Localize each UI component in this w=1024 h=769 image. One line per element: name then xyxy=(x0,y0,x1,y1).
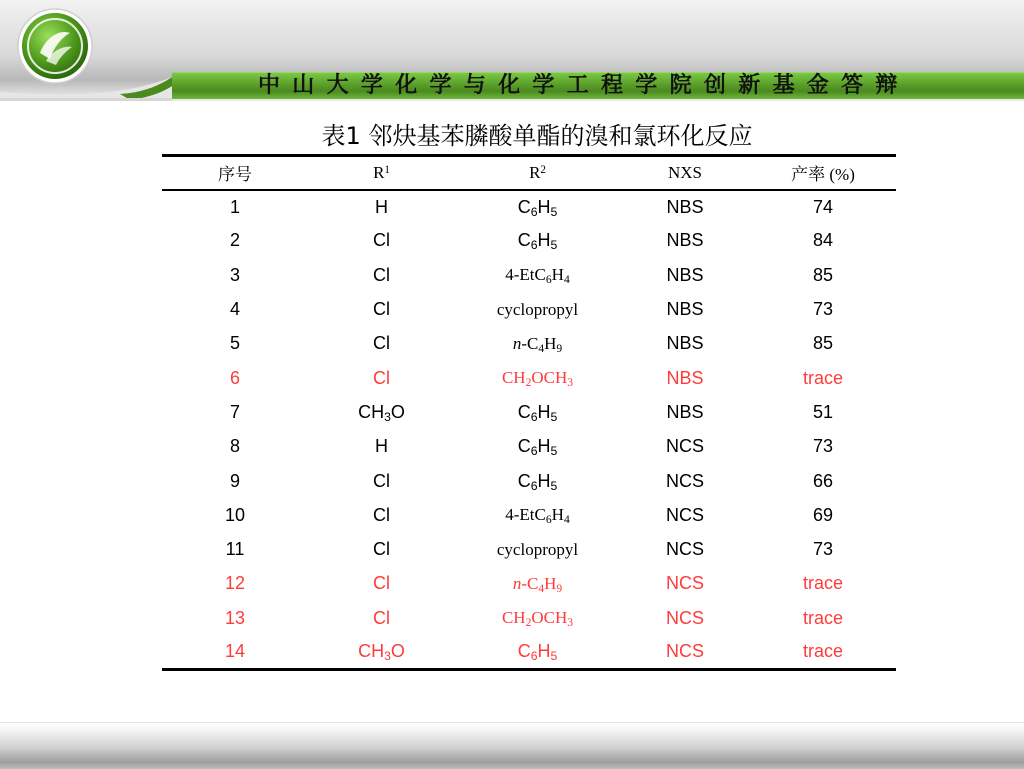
cell-yield: 74 xyxy=(812,196,834,217)
cell-yield: 73 xyxy=(812,299,834,320)
cell-r2: $CH_2OCH_3$ xyxy=(501,608,574,630)
cell-r2: $C_6H_5$ xyxy=(517,470,558,493)
cell-no: 8 xyxy=(229,436,240,457)
header-banner-text: 中山大学化学与化学工程学院创新基金答辩 xyxy=(258,72,910,98)
header-yield: 产率 (%) xyxy=(791,165,855,185)
header-r2-superscript: 2 xyxy=(540,163,546,176)
table-row xyxy=(162,395,896,429)
cell-r1: Cl xyxy=(373,367,390,388)
table-row xyxy=(162,635,896,669)
cell-r1: $CH_3O$ xyxy=(358,641,405,664)
cell-yield: 73 xyxy=(812,436,834,457)
table-row xyxy=(162,498,896,532)
results-table xyxy=(162,154,896,671)
cell-r1: Cl xyxy=(373,333,390,354)
cell-yield: 85 xyxy=(812,333,834,354)
cell-r1: Cl xyxy=(373,539,390,560)
table-row xyxy=(162,224,896,258)
header-r2 xyxy=(455,156,620,190)
cell-nxs: NBS xyxy=(666,299,704,320)
cell-r1: Cl xyxy=(373,264,390,285)
cell-no: 9 xyxy=(229,470,240,491)
table-row xyxy=(162,292,896,326)
table-row xyxy=(162,601,896,635)
header-r2-label: R xyxy=(529,162,541,182)
cell-r2: $C_6H_5$ xyxy=(517,436,558,459)
cell-nxs: NCS xyxy=(665,641,704,662)
cell-nxs: NBS xyxy=(666,196,704,217)
cell-yield: 73 xyxy=(812,539,834,560)
cell-no: 7 xyxy=(229,401,240,422)
table-header-row xyxy=(162,156,896,190)
table-row xyxy=(162,361,896,395)
table-body xyxy=(162,190,896,670)
cell-r1: Cl xyxy=(373,504,390,525)
cell-yield: 84 xyxy=(812,230,834,251)
cell-r1: $CH_3O$ xyxy=(358,401,405,424)
table-row xyxy=(162,464,896,498)
cell-no: 2 xyxy=(229,230,240,251)
table-title: 表1 邻炔基苯膦酸单酯的溴和氯环化反应 xyxy=(321,122,753,150)
cell-r2: cyclopropyl xyxy=(496,539,579,559)
footer-bar xyxy=(0,722,1024,769)
table-row xyxy=(162,258,896,292)
header-entry-number: 序号 xyxy=(218,165,252,185)
cell-nxs: NCS xyxy=(665,436,704,457)
cell-no: 5 xyxy=(229,333,240,354)
cell-no: 11 xyxy=(225,539,245,560)
cell-no: 10 xyxy=(224,504,246,525)
header-r1-label: R xyxy=(373,162,385,182)
cell-nxs: NBS xyxy=(666,264,704,285)
cell-no: 4 xyxy=(229,299,240,320)
cell-yield: 51 xyxy=(812,401,834,422)
cell-r2: $C_6H_5$ xyxy=(517,641,558,664)
cell-no: 1 xyxy=(229,196,240,217)
cell-r1: Cl xyxy=(373,573,390,594)
cell-nxs: NCS xyxy=(665,573,704,594)
table-row xyxy=(162,567,896,601)
cell-nxs: NBS xyxy=(666,401,704,422)
cell-r2: cyclopropyl xyxy=(496,299,579,319)
cell-yield: trace xyxy=(802,641,844,662)
sysu-logo-icon xyxy=(16,7,94,85)
cell-r1: Cl xyxy=(373,299,390,320)
cell-r2: $n-C_4H_9$ xyxy=(512,573,563,595)
cell-r1: H xyxy=(375,436,388,457)
cell-r2: $C_6H_5$ xyxy=(517,401,558,424)
cell-r1: Cl xyxy=(373,470,390,491)
cell-r2: $n-C_4H_9$ xyxy=(512,333,563,355)
cell-yield: trace xyxy=(802,367,844,388)
cell-r2: $C_6H_5$ xyxy=(517,230,558,253)
header-r1 xyxy=(308,156,455,190)
cell-nxs: NBS xyxy=(666,333,704,354)
cell-nxs: NCS xyxy=(665,539,704,560)
cell-nxs: NCS xyxy=(665,504,704,525)
cell-r2: $4-EtC_6H_4$ xyxy=(505,265,570,287)
cell-yield: 69 xyxy=(812,504,834,525)
table-row xyxy=(162,190,896,224)
cell-yield: trace xyxy=(802,607,844,628)
cell-r1: Cl xyxy=(373,607,390,628)
cell-yield: trace xyxy=(802,573,844,594)
table-row xyxy=(162,532,896,566)
cell-r2: $4-EtC_6H_4$ xyxy=(505,505,570,527)
cell-nxs: NCS xyxy=(665,607,704,628)
table-row xyxy=(162,327,896,361)
cell-yield: 66 xyxy=(812,470,834,491)
table-row xyxy=(162,430,896,464)
cell-r1: Cl xyxy=(373,230,390,251)
cell-yield: 85 xyxy=(812,264,834,285)
cell-r2: $C_6H_5$ xyxy=(517,196,558,219)
cell-no: 3 xyxy=(229,264,240,285)
cell-no: 14 xyxy=(224,641,246,662)
header-r1-superscript: 1 xyxy=(384,163,390,176)
cell-no: 6 xyxy=(229,367,240,388)
cell-no: 12 xyxy=(224,573,246,594)
cell-r1: H xyxy=(375,196,388,217)
cell-r2: $CH_2OCH_3$ xyxy=(501,368,574,389)
cell-nxs: NBS xyxy=(666,230,704,251)
cell-nxs: NBS xyxy=(666,367,704,388)
cell-no: 13 xyxy=(224,607,246,628)
header-nxs: NXS xyxy=(667,162,702,182)
cell-nxs: NCS xyxy=(665,470,704,491)
